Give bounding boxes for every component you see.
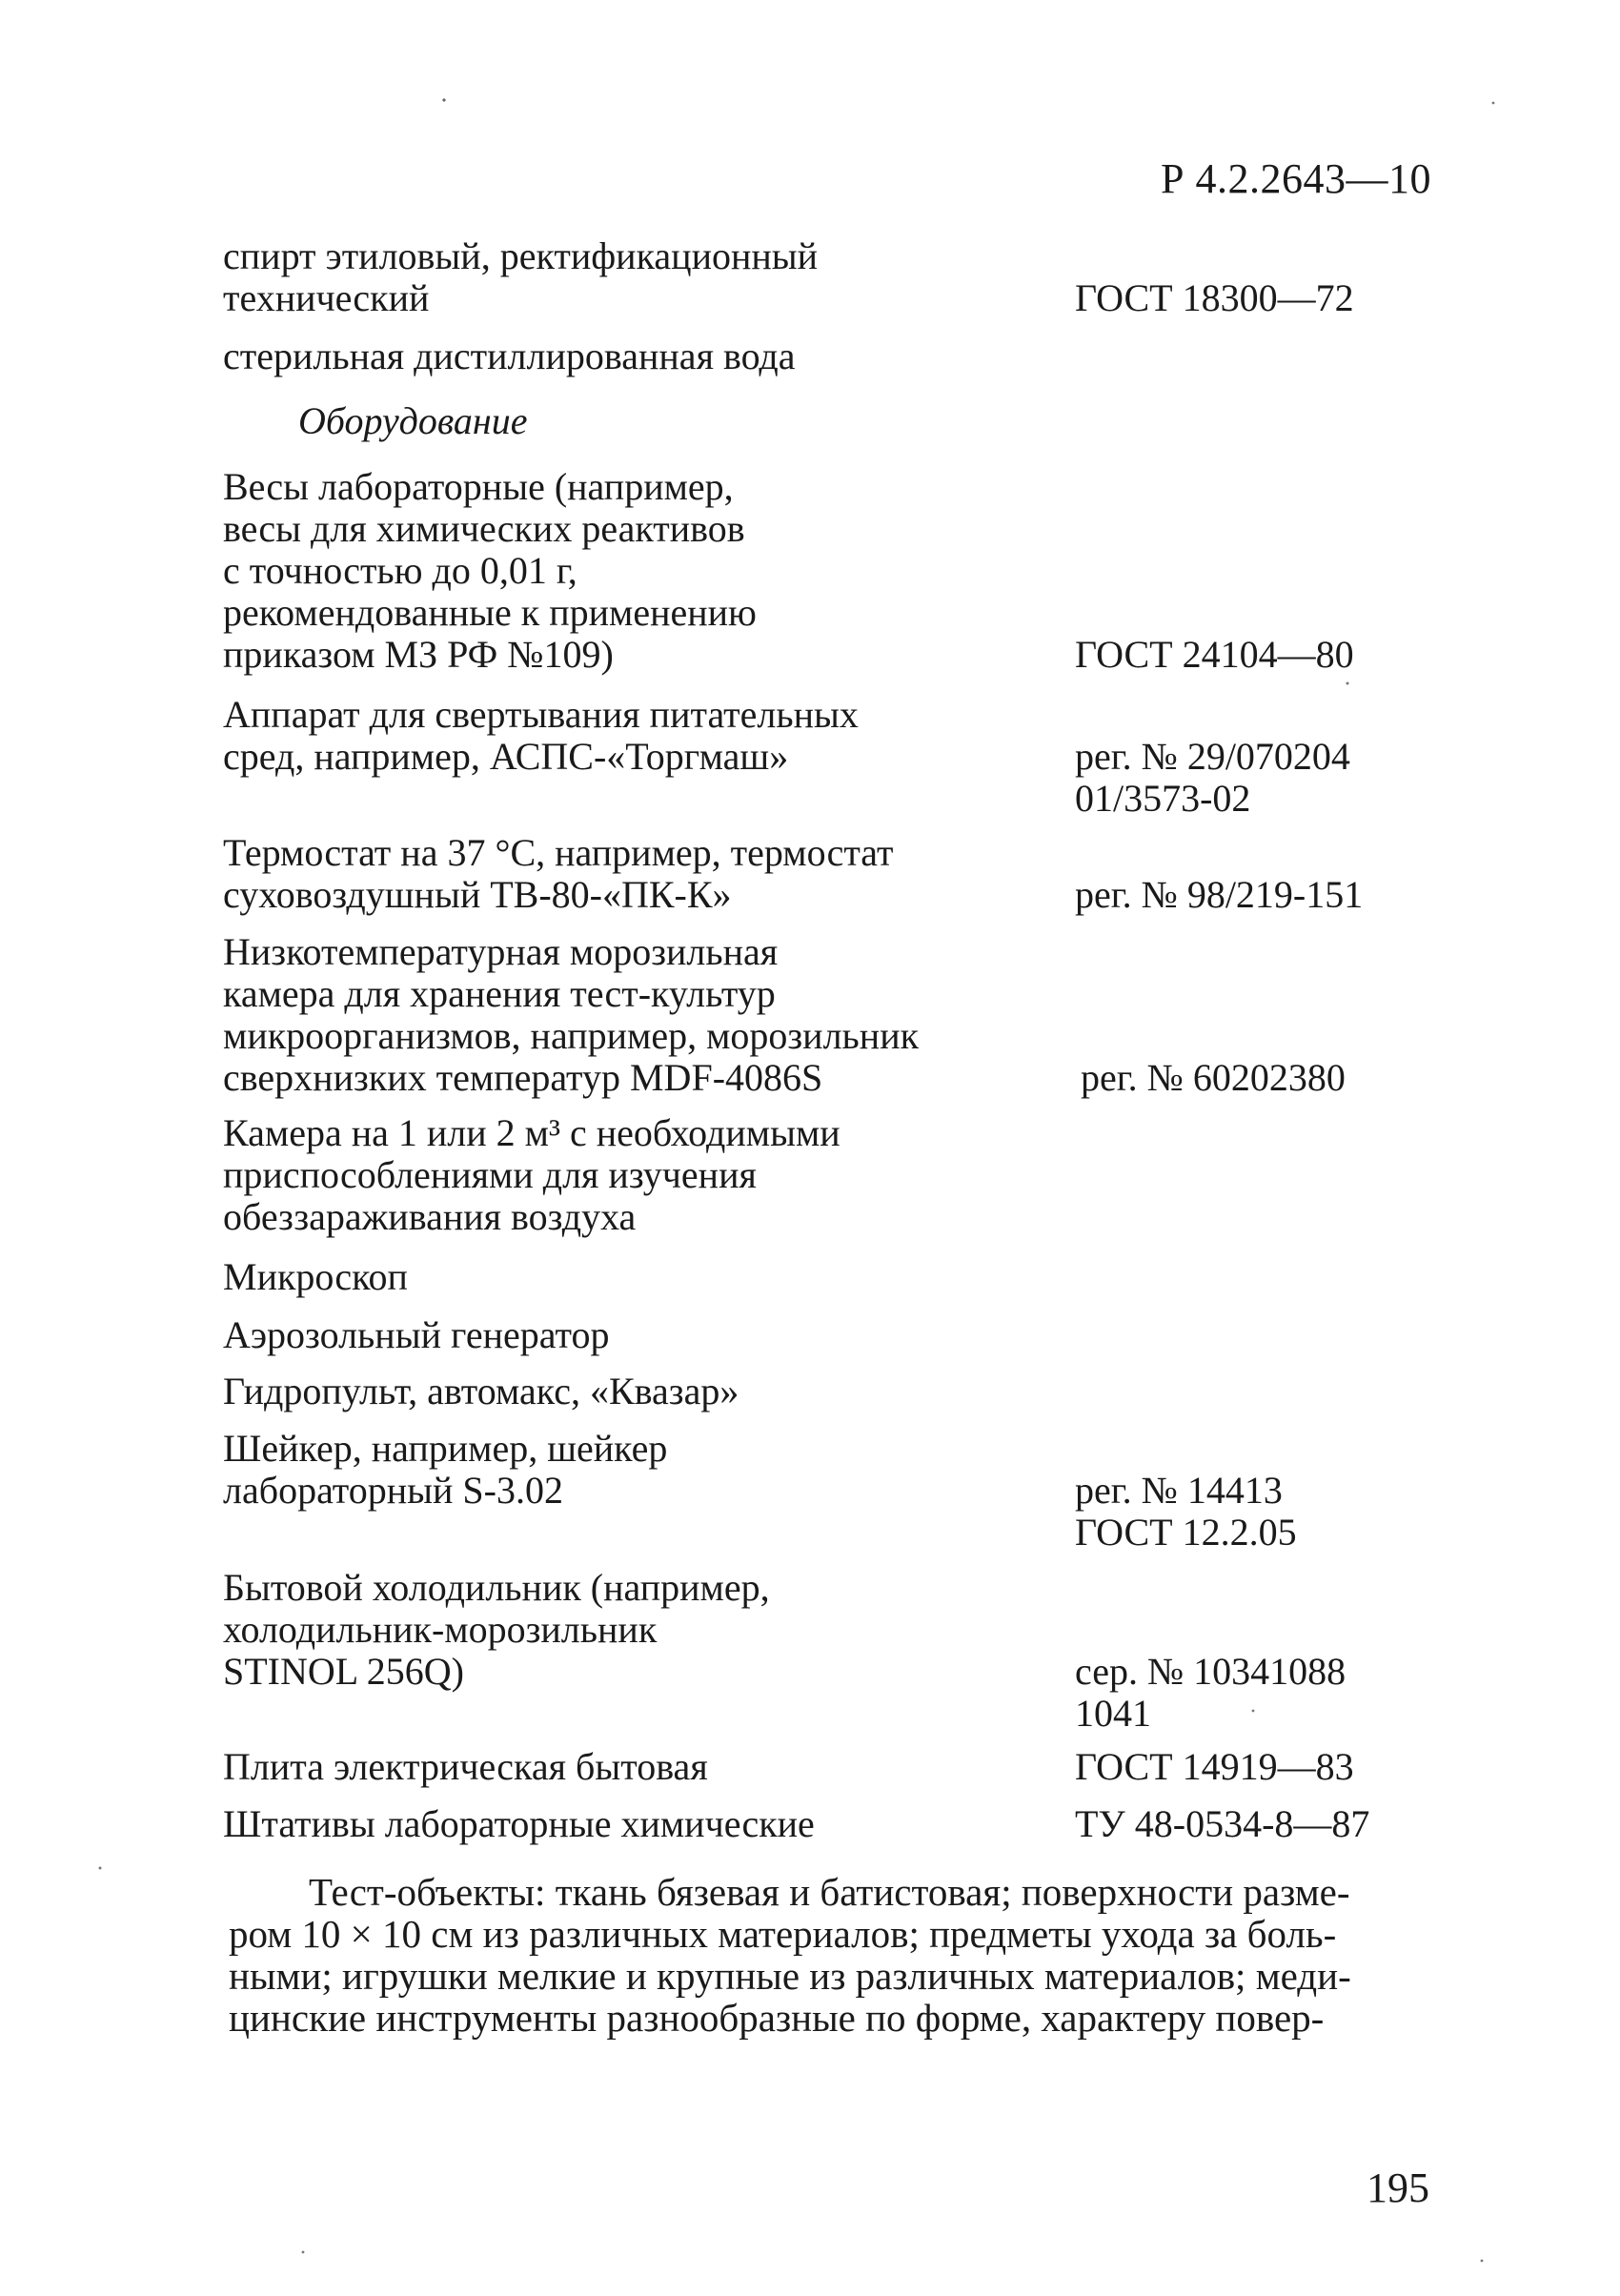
- reagent-label: [223, 335, 796, 377]
- ref-line: ГОСТ 14919—83: [1075, 1745, 1354, 1788]
- ref-line: ГОСТ 24104—80: [1075, 633, 1354, 676]
- label-line: STINOL 256Q): [223, 1650, 464, 1693]
- equipment-ref: [1075, 466, 1354, 676]
- equipment-label: [223, 931, 919, 1099]
- ref-line: ТУ 48-0534-8—87: [1075, 1802, 1370, 1845]
- label-line: технический: [223, 276, 430, 319]
- ref-line: [1081, 931, 1346, 973]
- label-line: Шейкер, например, шейкер: [223, 1427, 668, 1470]
- ref-line: рег. № 14413: [1075, 1469, 1283, 1512]
- equipment-label: [223, 1428, 667, 1512]
- reagent-ref: [1075, 235, 1354, 319]
- equipment-ref: [1075, 694, 1350, 820]
- document-code: Р 4.2.2643—10: [1161, 155, 1431, 202]
- ref-line: рег. № 29/070204: [1075, 735, 1350, 778]
- equipment-label: [223, 832, 894, 916]
- label-line: сред, например, АСПС-«Торгмаш»: [223, 735, 789, 778]
- equipment-label: [223, 1112, 840, 1238]
- label-line: Низкотемпературная морозильная: [223, 930, 779, 973]
- label-line: холодильник-морозильник: [223, 1608, 658, 1651]
- equipment-label: [223, 694, 859, 778]
- equipment-ref: [1075, 1803, 1369, 1845]
- ref-line: [1075, 466, 1354, 508]
- ref-line: рег. № 60202380: [1081, 1056, 1346, 1099]
- label-line: с точностью до 0,01 г,: [223, 549, 577, 592]
- ref-line: [1075, 1609, 1346, 1651]
- label-line: лабораторный S-3.02: [223, 1469, 563, 1512]
- paragraph-line: Тест-объекты: ткань бязевая и батистовая; поверхности разме-: [309, 1870, 1350, 1914]
- equipment-label: [223, 1803, 815, 1845]
- equipment-ref: [1075, 832, 1363, 916]
- ref-line: [1081, 1015, 1346, 1057]
- label-line: Штативы лабораторные химические: [223, 1802, 815, 1845]
- ref-line: [1075, 1428, 1297, 1470]
- ref-line: 1041: [1075, 1692, 1151, 1735]
- equipment-label: [223, 1567, 770, 1693]
- ref-line: [1075, 832, 1363, 874]
- equipment-label: [223, 1314, 609, 1356]
- paragraph-line: ром 10 × 10 см из различных материалов; предметы ухода за боль-: [229, 1912, 1337, 1956]
- label-line: Термостат на 37 °С, например, термостат: [223, 831, 894, 874]
- paragraph-line: ными; игрушки мелкие и крупные из различных материалов; меди-: [229, 1954, 1351, 1998]
- equipment-heading: Оборудование: [298, 399, 528, 442]
- label-line: Камера на 1 или 2 м³ с необходимыми: [223, 1111, 840, 1154]
- reagent-label: [223, 235, 818, 319]
- ref-line: [1081, 973, 1346, 1015]
- ref-line: 01/3573-02: [1075, 777, 1251, 820]
- test-objects-paragraph: [229, 1871, 1429, 2039]
- ref-line: ГОСТ 18300—72: [1075, 276, 1354, 319]
- equipment-ref: [1075, 1428, 1297, 1554]
- ref-line: сер. № 10341088: [1075, 1650, 1347, 1693]
- label-line: стерильная дистиллированная вода: [223, 335, 796, 377]
- equipment-ref: [1081, 931, 1346, 1099]
- ref-line: [1075, 694, 1350, 736]
- label-line: приказом МЗ РФ №109): [223, 633, 614, 676]
- ref-line: [1075, 550, 1354, 592]
- equipment-label: [223, 1371, 739, 1412]
- equipment-ref: [1075, 1567, 1346, 1735]
- label-line: Аппарат для свертывания питательных: [223, 693, 859, 736]
- label-line: сверхнизких температур MDF-4086S: [223, 1056, 823, 1099]
- label-line: приспособлениями для изучения: [223, 1153, 757, 1196]
- label-line: микроорганизмов, например, морозильник: [223, 1014, 920, 1057]
- equipment-label: [223, 466, 757, 676]
- paragraph-line: цинские инструменты разнообразные по форме, характеру повер-: [229, 1996, 1325, 2040]
- equipment-label: [223, 1746, 708, 1788]
- label-line: суховоздушный ТВ-80-«ПК-К»: [223, 873, 732, 916]
- label-line: камера для хранения тест-культур: [223, 972, 776, 1015]
- label-line: Микроскоп: [223, 1255, 408, 1298]
- equipment-ref: [1075, 1746, 1354, 1788]
- ref-line: [1075, 592, 1354, 634]
- label-line: Весы лабораторные (например,: [223, 465, 734, 508]
- ref-line: [1075, 508, 1354, 550]
- ref-line: [1075, 235, 1354, 277]
- label-line: обеззараживания воздуха: [223, 1195, 637, 1238]
- ref-line: [1075, 1567, 1346, 1609]
- label-line: Плита электрическая бытовая: [223, 1745, 708, 1788]
- equipment-label: [223, 1256, 408, 1298]
- page-number: 195: [1367, 2164, 1429, 2211]
- label-line: Гидропульт, автомакс, «Квазар»: [223, 1370, 739, 1412]
- ref-line: ГОСТ 12.2.05: [1075, 1511, 1297, 1554]
- label-line: весы для химических реактивов: [223, 507, 745, 550]
- label-line: Аэрозольный генератор: [223, 1313, 610, 1356]
- label-line: спирт этиловый, ректификационный: [223, 234, 819, 277]
- label-line: рекомендованные к применению: [223, 591, 757, 634]
- label-line: Бытовой холодильник (например,: [223, 1566, 770, 1609]
- ref-line: рег. № 98/219-151: [1075, 873, 1364, 916]
